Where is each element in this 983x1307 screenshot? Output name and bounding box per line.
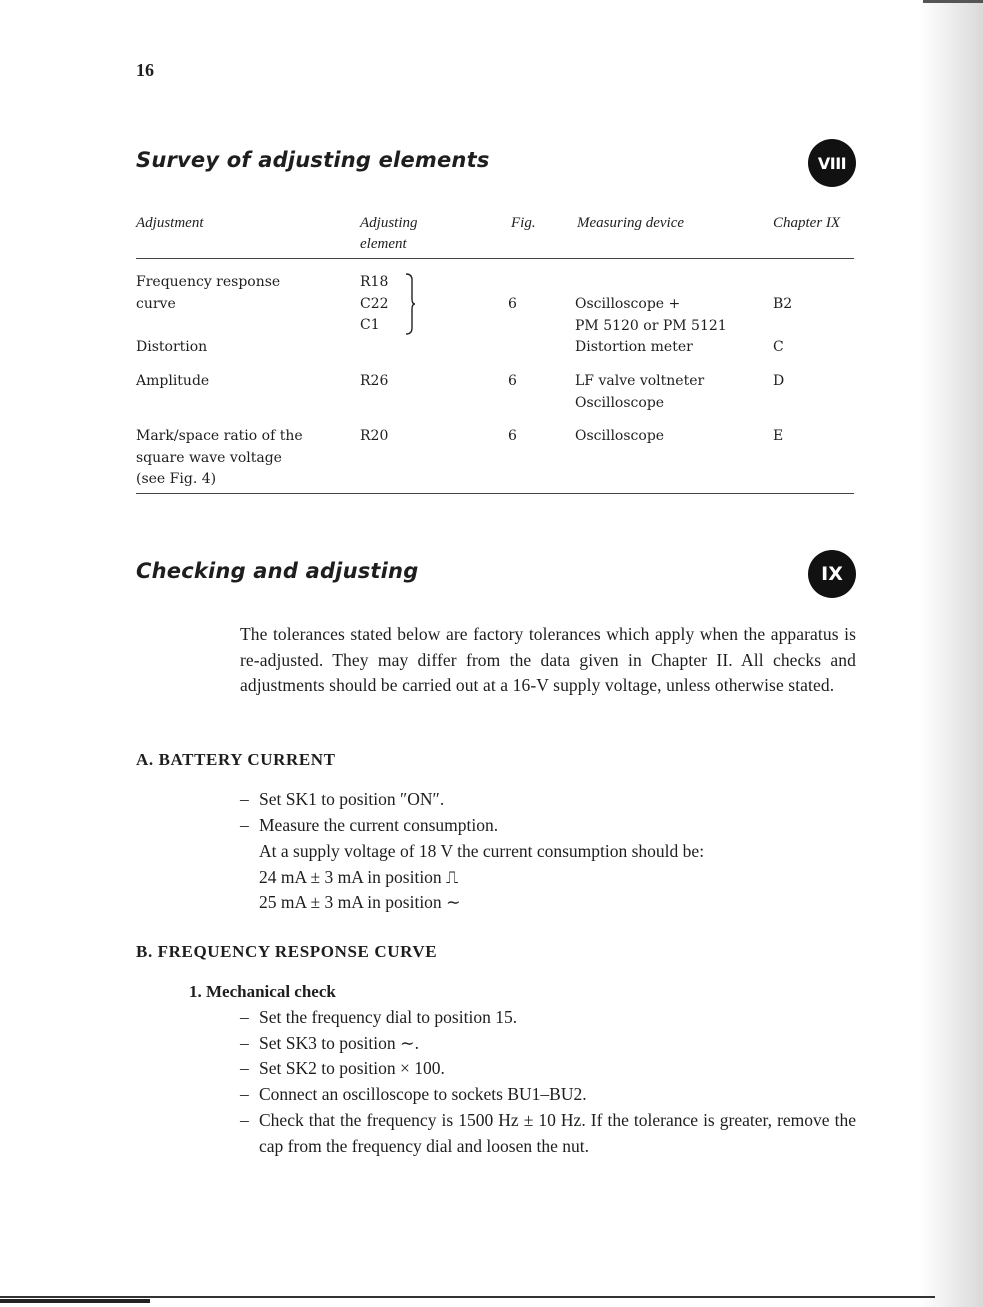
list-item: – Set the frequency dial to position 15. <box>240 1007 518 1027</box>
col-header-adjustment: Adjustment <box>136 215 204 231</box>
bottom-rule <box>0 1296 935 1298</box>
section-b-list <box>240 1005 856 1159</box>
chapter-badge-viii: VIII <box>808 139 856 187</box>
row-2-adjustment: Distortion <box>136 339 208 355</box>
row-3-fig: 6 <box>508 373 517 389</box>
row-4-adjustment: Mark/space ratio of the square wave voltage (see Fig. 4) <box>136 428 303 487</box>
section-b-heading: B. FREQUENCY RESPONSE CURVE <box>136 942 438 961</box>
col-header-device: Measuring device <box>577 215 685 231</box>
table-header-rule <box>136 258 854 259</box>
row-4-fig: 6 <box>508 428 517 444</box>
survey-heading: Survey of adjusting elements <box>136 148 490 172</box>
row-3-device: LF valve voltneter Oscilloscope <box>575 373 705 411</box>
page-number: 16 <box>136 60 154 80</box>
list-item: – Set SK3 to position ∼. <box>240 1032 420 1053</box>
intro-paragraph: The tolerances stated below are factory tolerances which apply when the apparatus is re-adjusted. They may differ from the data given in Chapter II. All checks and adjustments should be carried out at a 16-V supply voltage, unless otherwise stated. <box>240 624 856 695</box>
list-item: – Check that the frequency is 1500 Hz ± 10 Hz. If the tolerance is greater, remove the cap from the frequency dial and loosen the nut. <box>240 1109 856 1156</box>
consumption-sine: 25 mA ± 3 mA in position ∼ <box>259 892 461 913</box>
row-1-fig: 6 <box>508 296 517 312</box>
row-1-chapter: B2 <box>773 296 793 312</box>
table-bottom-rule <box>136 493 854 494</box>
section-a-list <box>240 787 856 838</box>
row-2-chapter: C <box>773 339 784 355</box>
list-item: – Connect an oscilloscope to sockets BU1–BU2. <box>240 1084 587 1105</box>
consumption-square: 24 mA ± 3 mA in position ⎍ <box>259 866 459 887</box>
consumption-line: At a supply voltage of 18 V the current consumption should be: <box>259 841 705 861</box>
row-1-elements: R18 C22 C1 <box>360 274 389 333</box>
row-3-chapter: D <box>773 373 785 389</box>
mechanical-check-heading: 1. Mechanical check <box>189 982 336 1001</box>
checking-heading: Checking and adjusting <box>136 559 419 583</box>
list-item: – Measure the current consumption. <box>240 814 499 835</box>
row-1-device: Oscilloscope + PM 5120 or PM 5121 <box>575 296 727 334</box>
row-1-adjustment: Frequency response curve <box>136 274 281 312</box>
section-a-heading: A. BATTERY CURRENT <box>136 750 336 769</box>
row-3-elements: R26 <box>360 373 389 389</box>
page-edge-shadow <box>919 0 983 1307</box>
chapter-badge-ix: IX <box>808 550 856 598</box>
bottom-rule-thick <box>0 1299 150 1303</box>
row-3-adjustment: Amplitude <box>136 373 210 389</box>
list-item: – Set SK2 to position × 100. <box>240 1058 445 1079</box>
section-a-subtext <box>259 839 704 916</box>
col-header-element-2: element <box>360 236 407 252</box>
edge-mark <box>923 0 983 3</box>
list-item: – Set SK1 to position ″ON″. <box>240 789 445 809</box>
col-header-chapter: Chapter IX <box>773 215 841 231</box>
col-header-element-1: Adjusting <box>360 215 418 231</box>
grouping-brace <box>403 273 415 335</box>
row-2-device: Distortion meter <box>575 339 693 355</box>
col-header-fig: Fig. <box>511 215 536 231</box>
row-4-device: Oscilloscope <box>575 428 665 444</box>
row-4-chapter: E <box>773 428 784 444</box>
row-4-elements: R20 <box>360 428 389 444</box>
